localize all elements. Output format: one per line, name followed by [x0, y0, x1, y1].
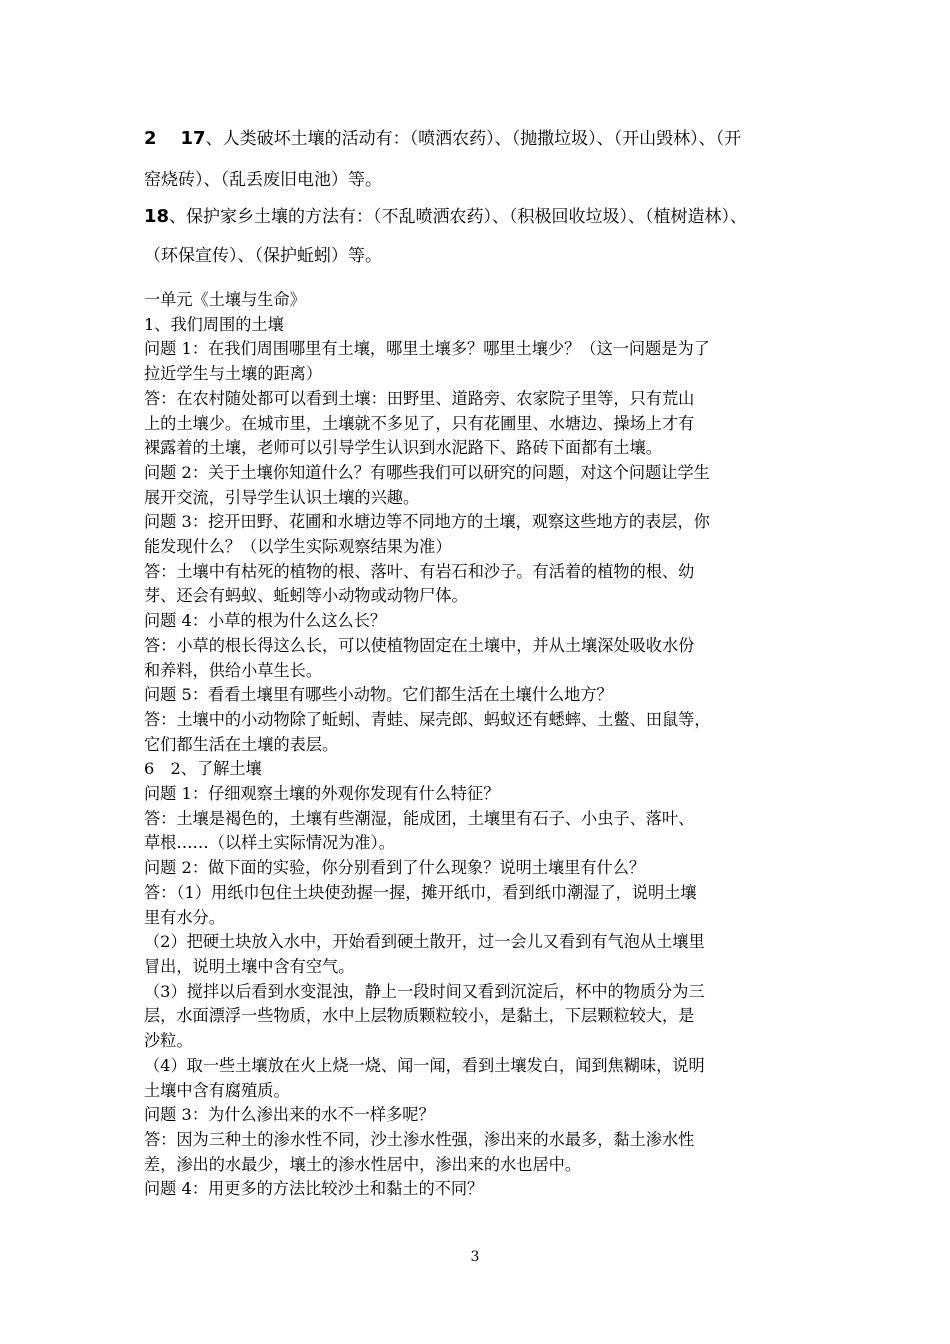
body-line: 1、我们周围的土壤: [144, 314, 284, 334]
item-label-18: 18: [144, 206, 170, 227]
body-line: 问题 3：挖开田野、花圃和水塘边等不同地方的土壤，观察这些地方的表层，你: [144, 512, 710, 532]
body-line: 答：土壤中有枯死的植物的根、落叶、有岩石和沙子。有活着的植物的根、幼: [144, 561, 695, 581]
body-line: 答：在农村随处都可以看到土壤：田野里、道路旁、农家院子里等，只有荒山: [144, 388, 695, 408]
body-line: 层，水面漂浮一些物质，水中上层物质颗粒较小，是黏土，下层颗粒较大，是: [144, 1006, 695, 1026]
body-line: 差，渗出的水最少，壤土的渗水性居中，渗出来的水也居中。: [144, 1154, 582, 1174]
body-line: 展开交流，引导学生认识土壤的兴趣。: [144, 487, 420, 507]
body-line: 6 2、了解土壤: [144, 759, 262, 779]
page-number: 3: [470, 1249, 480, 1265]
body-line: 问题 2：关于土壤你知道什么？有哪些我们可以研究的问题，对这个问题让学生: [144, 462, 710, 482]
body-line: （3）搅拌以后看到水变混浊，静上一段时间又看到沉淀后，杯中的物质分为三: [144, 981, 705, 1001]
body-line: 和养料，供给小草生长。: [144, 660, 323, 680]
body-line: 裸露着的土壤，老师可以引导学生认识到水泥路下、路砖下面都有土壤。: [144, 438, 662, 458]
body-line: （2）把硬土块放入水中，开始看到硬土散开，过一会儿又看到有气泡从土壤里: [144, 932, 705, 952]
body-line: 答：因为三种土的渗水性不同，沙土渗水性强，渗出来的水最多，黏土渗水性: [144, 1129, 695, 1149]
body-line: 问题 2：做下面的实验，你分别看到了什么现象？说明土壤里有什么？: [144, 858, 646, 878]
item-number-2: 2: [144, 128, 157, 149]
body-line: 拉近学生与土壤的距离）: [144, 364, 323, 384]
item-18-text: 、保护家乡土壤的方法有：（不乱喷洒农药）、（积极回收垃圾）、（植树造林）、: [169, 207, 748, 227]
item-17-text: 、人类破坏土壤的活动有：（喷洒农药）、（抛撒垃圾）、（开山毁林）、（开: [205, 129, 742, 149]
body-line: 土壤中含有腐殖质。: [144, 1080, 290, 1100]
body-line: 问题 1：在我们周围哪里有土壤，哪里土壤多？哪里土壤少？（这一问题是为了: [144, 339, 710, 359]
header-line-4: （环保宣传）、（保护蚯蚓）等。: [144, 246, 382, 266]
item-label-17: 17: [180, 128, 206, 149]
body-line: 它们都生活在土壤的表层。: [144, 734, 339, 754]
body-line: 答：（1）用纸巾包住土块使劲握一握，摊开纸巾，看到纸巾潮湿了，说明土壤: [144, 882, 697, 902]
body-line: 冒出，说明土壤中含有空气。: [144, 956, 355, 976]
header-line-2: 窑烧砖）、（乱丢废旧电池）等。: [144, 170, 382, 190]
header-line-1: [144, 124, 741, 149]
header-line-3: [144, 202, 747, 227]
body-line: 上的土壤少。在城市里，土壤就不多见了，只有花圃里、水塘边、操场上才有: [144, 413, 695, 433]
body-line: 答：土壤中的小动物除了蚯蚓、青蛙、屎壳郎、蚂蚁还有蟋蟀、土鳖、田鼠等，: [144, 709, 711, 729]
body-line: 问题 4：用更多的方法比较沙土和黏土的不同？: [144, 1179, 484, 1199]
body-line: 芽、还会有蚂蚁、蚯蚓等小动物或动物尸体。: [144, 586, 468, 606]
body-line: 答：小草的根长得这么长，可以使植物固定在土壤中，并从土壤深处吸收水份: [144, 635, 695, 655]
body-line: 问题 3：为什么渗出来的水不一样多呢？: [144, 1105, 435, 1125]
body-line: 沙粒。: [144, 1031, 193, 1051]
body-line: （4）取一些土壤放在火上烧一烧、闻一闻，看到土壤发白，闻到焦糊味，说明: [144, 1055, 705, 1075]
body-line: 草根……（以样土实际情况为准）。: [144, 833, 395, 853]
body-line: 问题 1：仔细观察土壤的外观你发现有什么特征？: [144, 784, 500, 804]
body-text: [144, 288, 810, 1202]
body-line: 问题 4：小草的根为什么这么长？: [144, 611, 387, 631]
body-line: 一单元《土壤与生命》: [144, 290, 306, 309]
body-line: 能发现什么？（以学生实际观察结果为准）: [144, 537, 452, 557]
body-line: 答：土壤是褐色的，土壤有些潮湿，能成团，土壤里有石子、小虫子、落叶、: [144, 808, 695, 828]
body-line: 问题 5：看看土壤里有哪些小动物。它们都生活在土壤什么地方？: [144, 685, 613, 705]
body-line: 里有水分。: [144, 907, 225, 927]
